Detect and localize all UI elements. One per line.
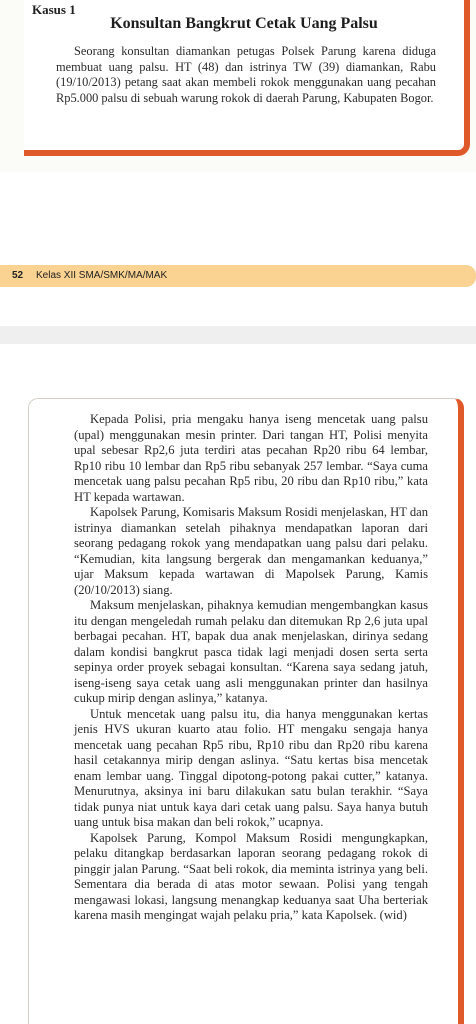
- article-paragraph: Maksum menjelaskan, pihaknya kemudian mengembangkan kasus itu dengan mengeledah rumah pelaku dan ditemukan Rp 2,6 juta upal berbagai pecahan. HT, bapak dua anak menjelaskan, dirinya sedang dalam kondisi bangkrut pasca tidak lagi menjadi dosen serta serta sepinya order proyek sebagai konsultan. “Karena saya sedang jatuh, iseng-iseng saya cetak uang asli menggunakan printer dan hasilnya cukup mirip dengan aslinya,” katanya.: [74, 598, 428, 705]
- page-separator: [0, 326, 476, 344]
- article-paragraph: Kepada Polisi, pria mengaku hanya iseng mencetak uang palsu (upal) menggunakan mesin printer. Dari tangan HT, Polisi menyita upal sebesar Rp2,6 juta terdiri atas pecahan Rp20 ribu 64 lembar, Rp10 ribu 10 lembar dan Rp5 ribu sebanyak 257 lembar. “Saya cuma mencetak uang palsu pecahan Rp5 ribu, 20 ribu dan Rp10 ribu,” kata HT kepada wartawan.: [74, 412, 428, 504]
- previous-page-bottom: [0, 0, 476, 172]
- article-paragraph: Kapolsek Parung, Kompol Maksum Rosidi mengungkapkan, pelaku ditangkap berdasarkan laporan seorang pedagang rokok di pinggir jalan Parung. “Saat beli rokok, dia meminta istrinya yang beli. Sementara dia berada di atas motor sewaan. Polisi yang tengah mengawasi lokasi, langsung menangkap keduanya saat Uha berteriak karena masih mengingat wajah pelaku pria,” kata Kapolsek. (wid): [74, 830, 428, 922]
- page-footer-band: [0, 265, 476, 287]
- book-title: Kelas XII SMA/SMK/MA/MAK: [36, 270, 168, 281]
- article-body: [74, 412, 428, 924]
- case-label: Kasus 1: [32, 2, 76, 17]
- case-body-text: Seorang konsultan diamankan petugas Polsek Parung karena diduga membuat uang palsu. HT (48) dan istrinya TW (39) diamankan, Rabu (19/10/2013) petang saat akan membeli rokok menggunakan uang pecahan Rp5.000 palsu di sebuah warung rokok di daerah Parung, Kabupaten Bogor.: [56, 44, 436, 105]
- page-number: 52: [12, 270, 24, 281]
- case-box: [24, 0, 470, 156]
- case-title: Konsultan Bangkrut Cetak Uang Palsu: [110, 15, 378, 32]
- article-paragraph: Untuk mencetak uang palsu itu, dia hanya menggunakan kertas jenis HVS ukuran kuarto atau folio. HT mengaku sengaja hanya mencetak uang pecahan Rp5 ribu, Rp10 ribu dan Rp20 ribu karena hasil cetakannya mirip dengan aslinya. “Satu kertas bisa mencetak enam lembar uang. Tinggal dipotong-potong pakai cutter,” katanya. Menurutnya, aksinya ini baru dilakukan satu bulan terakhir. “Saya tidak punya niat untuk kaya dari cetak uang palsu. Saya hanya butuh uang untuk bisa makan dan beli rokok,” ucapnya.: [74, 706, 428, 829]
- article-paragraph: Kapolsek Parung, Komisaris Maksum Rosidi menjelaskan, HT dan istrinya diamankan setelah pihaknya mendapatkan laporan dari seorang pedagang rokok yang mendapatkan uang palsu dari pelaku. “Kemudian, kita langsung bergerak dan mengamankan keduanya,” ujar Maksum kepada wartawan di Mapolsek Parung, Kamis (20/10/2013) siang.: [74, 505, 429, 597]
